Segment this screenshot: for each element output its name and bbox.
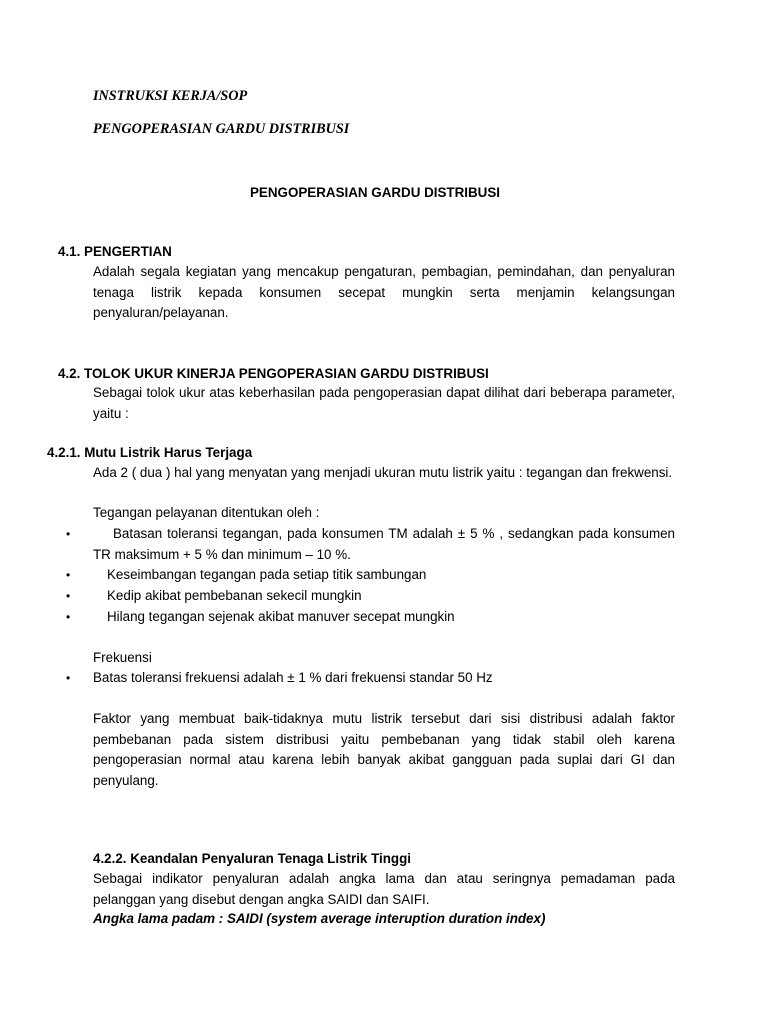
page-title: PENGOPERASIAN GARDU DISTRIBUSI: [250, 185, 500, 200]
doc-header-line1: INSTRUKSI KERJA/SOP: [93, 88, 248, 104]
bullet-marker: •: [66, 527, 71, 541]
section-4-1-heading: 4.1. PENGERTIAN: [58, 244, 172, 259]
section-4-2-body: Sebagai tolok ukur atas keberhasilan pada pengoperasian dapat dilihat dari beberapa parameter, yaitu :: [93, 385, 675, 421]
bullet-marker: •: [66, 671, 71, 685]
faktor-paragraph: Faktor yang membuat baik-tidaknya mutu listrik tersebut dari sisi distribusi adalah faktor pembebanan pada sistem distribusi yaitu pembebanan yang tidak stabil oleh karena pengoperasian normal atau karena lebih banyak akibat gangguan pada suplai dari GI dan penyulang.: [93, 711, 675, 788]
bullet-item-5: Batas toleransi frekuensi adalah ± 1 % dari frekuensi standar 50 Hz: [93, 670, 493, 685]
bullet-item-3: Kedip akibat pembebanan sekecil mungkin: [107, 588, 362, 603]
bullet-marker: •: [66, 610, 71, 624]
section-4-2-1-heading: 4.2.1. Mutu Listrik Harus Terjaga: [47, 445, 253, 460]
section-4-2-heading: 4.2. TOLOK UKUR KINERJA PENGOPERASIAN GARDU DISTRIBUSI: [58, 366, 489, 381]
doc-header-line2: PENGOPERASIAN GARDU DISTRIBUSI: [93, 121, 350, 137]
section-4-2-1-intro: Ada 2 ( dua ) hal yang menyatan yang menjadi ukuran mutu listrik yaitu : tegangan dan frekwensi.: [93, 465, 673, 480]
section-4-2-2-body: Sebagai indikator penyaluran adalah angka lama dan atau seringnya pemadaman pada pelanggan yang disebut dengan angka SAIDI dan SAIFI.: [93, 871, 675, 907]
saidi-line: Angka lama padam : SAIDI (system average interuption duration index): [93, 911, 546, 926]
bullet-item-4: Hilang tegangan sejenak akibat manuver secepat mungkin: [107, 609, 455, 624]
bullet-marker: •: [66, 568, 71, 582]
frekuensi-label: Frekuensi: [93, 650, 152, 665]
section-4-1-body: Adalah segala kegiatan yang mencakup pengaturan, pembagian, pemindahan, dan penyaluran tenaga listrik kepada konsumen secepat mungkin serta menjamin kelangsungan penyaluran/pelayanan.: [93, 264, 675, 320]
bullet-marker: •: [66, 589, 71, 603]
bullet-item-2: Keseimbangan tegangan pada setiap titik sambungan: [107, 567, 427, 582]
section-4-2-2-heading: 4.2.2. Keandalan Penyaluran Tenaga Listrik Tinggi: [93, 851, 412, 866]
bullet-item-1: Batasan toleransi tegangan, pada konsumen TM adalah ± 5 % , sedangkan pada konsumen TR maksimum + 5 % dan minimum – 10 %.: [93, 526, 675, 562]
tegangan-label: Tegangan pelayanan ditentukan oleh :: [93, 505, 320, 520]
